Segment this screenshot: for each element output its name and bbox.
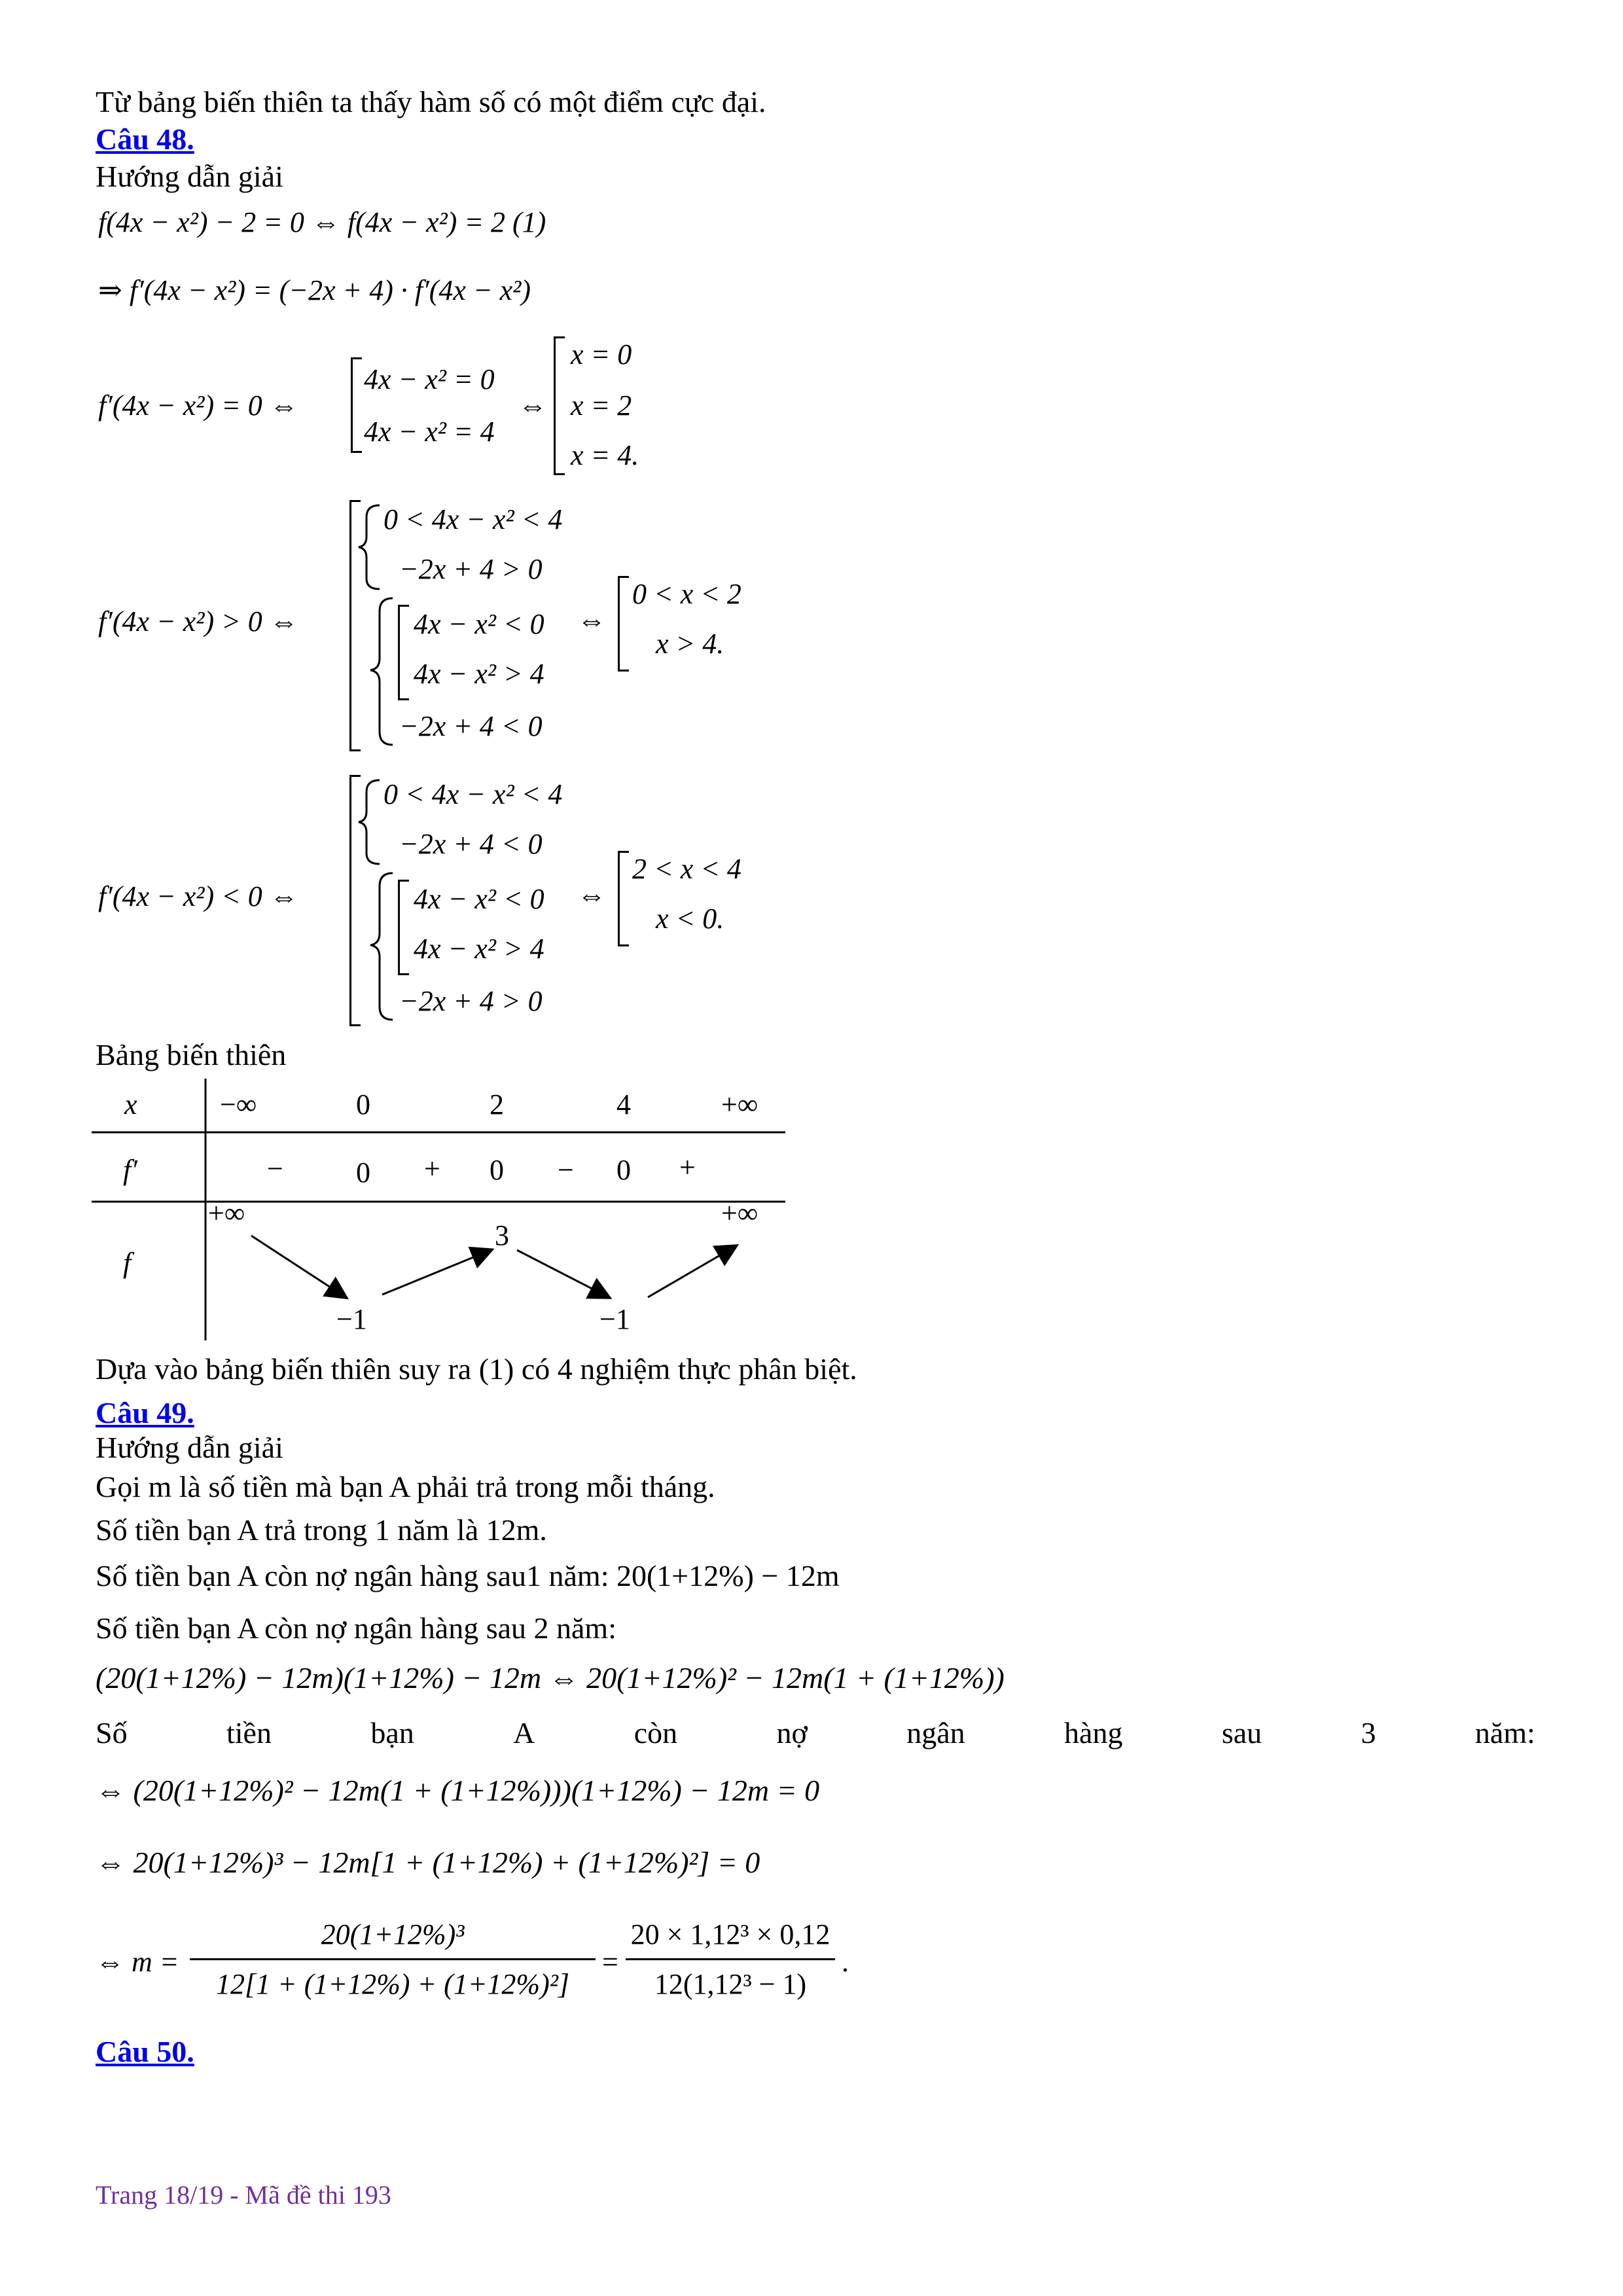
negative-result-2: x < 0. <box>656 903 724 935</box>
q49-equals: = <box>602 1946 618 1978</box>
positive-inner-bracket <box>398 605 409 700</box>
q49-l6-word: bạn <box>370 1716 414 1749</box>
table-fp-sign-3: − <box>558 1154 574 1186</box>
q49-fraction1-numerator: 20(1+12%)³ <box>321 1918 465 1950</box>
variation-table-title: Bảng biến thiên <box>96 1038 287 1071</box>
q49-fraction1-denominator: 12[1 + (1+12%) + (1+12%)²] <box>215 1968 570 2000</box>
table-x-2: 2 <box>490 1088 504 1121</box>
table-fp-sign-4: + <box>679 1151 696 1183</box>
positive-result-1: 0 < x < 2 <box>632 578 741 610</box>
q49-equation-2: ⇔ (20(1+12%)² − 12m(1 + (1+12%)))(1+12%) − 12m = 0 <box>96 1774 820 1807</box>
zero-condition-lhs: f′(4x − x²) = 0 ⇔ <box>98 389 298 422</box>
table-x-0: 0 <box>356 1088 370 1121</box>
zero-case-2: 4x − x² = 4 <box>364 416 495 448</box>
negative-result-bracket <box>618 851 629 946</box>
q49-l6-word: A <box>513 1716 535 1749</box>
positive-system1-line2: −2x + 4 > 0 <box>399 553 543 585</box>
q49-l6-word: tiền <box>226 1716 272 1749</box>
q49-line-6 <box>96 1715 1535 1751</box>
table-fp-zero-1: 0 <box>356 1157 370 1189</box>
q49-equation-1: (20(1+12%) − 12m)(1+12%) − 12m ⇔ 20(1+12%)² − 12m(1 + (1+12%)) <box>96 1661 1005 1695</box>
negative-equivalence: ⇔ <box>577 879 606 911</box>
question-50-title[interactable]: Câu 50. <box>96 2035 194 2068</box>
positive-equivalence: ⇔ <box>577 604 606 636</box>
table-f-min-1: −1 <box>336 1303 367 1335</box>
q49-fraction2-numerator: 20 × 1,12³ × 0,12 <box>630 1918 830 1950</box>
q49-line-4: Số tiền bạn A còn nợ ngân hàng sau 2 năm: <box>96 1611 616 1645</box>
q49-fraction-lhs: ⇔ m = <box>96 1946 179 1978</box>
intro-text: Từ bảng biến thiên ta thấy hàm số có một điểm cực đại. <box>96 85 766 118</box>
negative-system1-line1: 0 < 4x − x² < 4 <box>383 778 563 810</box>
q49-l6-word: sau <box>1221 1716 1262 1749</box>
equation-2: ⇒ f′(4x − x²) = (−2x + 4) · f′(4x − x²) <box>98 274 531 306</box>
positive-system2-line3: −2x + 4 < 0 <box>399 710 543 742</box>
q49-line-3: Số tiền bạn A còn nợ ngân hàng sau1 năm: 20(1+12%) − 12m <box>96 1559 840 1592</box>
table-fp-zero-3: 0 <box>616 1154 631 1186</box>
q49-line-1: Gọi m là số tiền mà bạn A phải trả trong mỗi tháng. <box>96 1470 715 1503</box>
positive-system2-line1: 4x − x² < 0 <box>414 608 544 640</box>
q49-fraction2-bar <box>626 1958 835 1960</box>
page-footer: Trang 18/19 - Mã đề thi 193 <box>96 2180 391 2210</box>
equivalence-symbol: ⇔ <box>518 389 547 422</box>
positive-condition-lhs: f′(4x − x²) > 0 ⇔ <box>98 605 298 637</box>
table-x-label: x <box>124 1088 137 1121</box>
negative-result-1: 2 < x < 4 <box>632 853 741 885</box>
q49-period: . <box>842 1946 849 1978</box>
table-f-min-2: −1 <box>599 1303 630 1335</box>
q49-l6-word: nợ <box>776 1716 808 1749</box>
q49-l6-word: còn <box>633 1716 678 1749</box>
table-fprime-label: f′ <box>123 1154 137 1186</box>
table-x-pos-inf: +∞ <box>721 1088 758 1121</box>
equation-1: f(4x − x²) − 2 = 0 ⇔ f(4x − x²) = 2 (1) <box>98 206 546 238</box>
table-f-end: +∞ <box>721 1197 758 1229</box>
question-48-title[interactable]: Câu 48. <box>96 122 194 156</box>
q49-l6-word: hàng <box>1064 1716 1123 1749</box>
table-f-max: 3 <box>495 1219 509 1251</box>
table-x-4: 4 <box>616 1088 631 1121</box>
positive-result-bracket <box>618 576 629 672</box>
positive-system1-line1: 0 < 4x − x² < 4 <box>383 503 563 535</box>
q49-l6-word: năm: <box>1474 1716 1535 1749</box>
q49-l6-word: Số <box>96 1716 128 1749</box>
question-49-title[interactable]: Câu 49. <box>96 1396 194 1429</box>
q49-equation-3: ⇔ 20(1+12%)³ − 12m[1 + (1+12%) + (1+12%)²] = 0 <box>96 1846 760 1879</box>
zero-result-3: x = 4. <box>571 439 639 471</box>
guide-heading-48: Hướng dẫn giải <box>96 160 283 193</box>
table-f-start: +∞ <box>208 1197 245 1229</box>
conclusion-48: Dựa vào bảng biến thiên suy ra (1) có 4 nghiệm thực phân biệt. <box>96 1352 857 1386</box>
negative-system2-line2: 4x − x² > 4 <box>414 933 544 965</box>
negative-outer-bracket <box>349 775 361 1026</box>
zero-result-1: x = 0 <box>571 338 632 370</box>
positive-result-2: x > 4. <box>656 628 724 660</box>
zero-result-2: x = 2 <box>571 389 632 422</box>
table-fp-sign-2: + <box>424 1153 440 1185</box>
positive-system2-line2: 4x − x² > 4 <box>414 658 544 690</box>
table-f-label: f <box>123 1247 132 1279</box>
zero-case-1: 4x − x² = 0 <box>364 363 495 395</box>
q49-l6-word: 3 <box>1361 1716 1376 1749</box>
q49-l6-word: ngân <box>906 1716 965 1749</box>
negative-inner-bracket <box>398 880 409 975</box>
negative-system2-line1: 4x − x² < 0 <box>414 883 544 915</box>
q49-fraction2-denominator: 12(1,12³ − 1) <box>654 1968 807 2000</box>
q49-fraction1-bar <box>190 1958 596 1960</box>
negative-condition-lhs: f′(4x − x²) < 0 ⇔ <box>98 880 298 912</box>
variation-table-lines <box>92 1079 785 1340</box>
guide-heading-49: Hướng dẫn giải <box>96 1431 283 1464</box>
negative-system2-line3: −2x + 4 > 0 <box>399 985 543 1017</box>
negative-system1-line2: −2x + 4 < 0 <box>399 828 543 860</box>
table-fp-zero-2: 0 <box>490 1154 504 1186</box>
table-x-neg-inf: −∞ <box>220 1088 257 1121</box>
table-fp-sign-1: − <box>267 1153 283 1185</box>
variation-table <box>92 1079 785 1340</box>
q49-line-2: Số tiền bạn A trả trong 1 năm là 12m. <box>96 1513 547 1547</box>
